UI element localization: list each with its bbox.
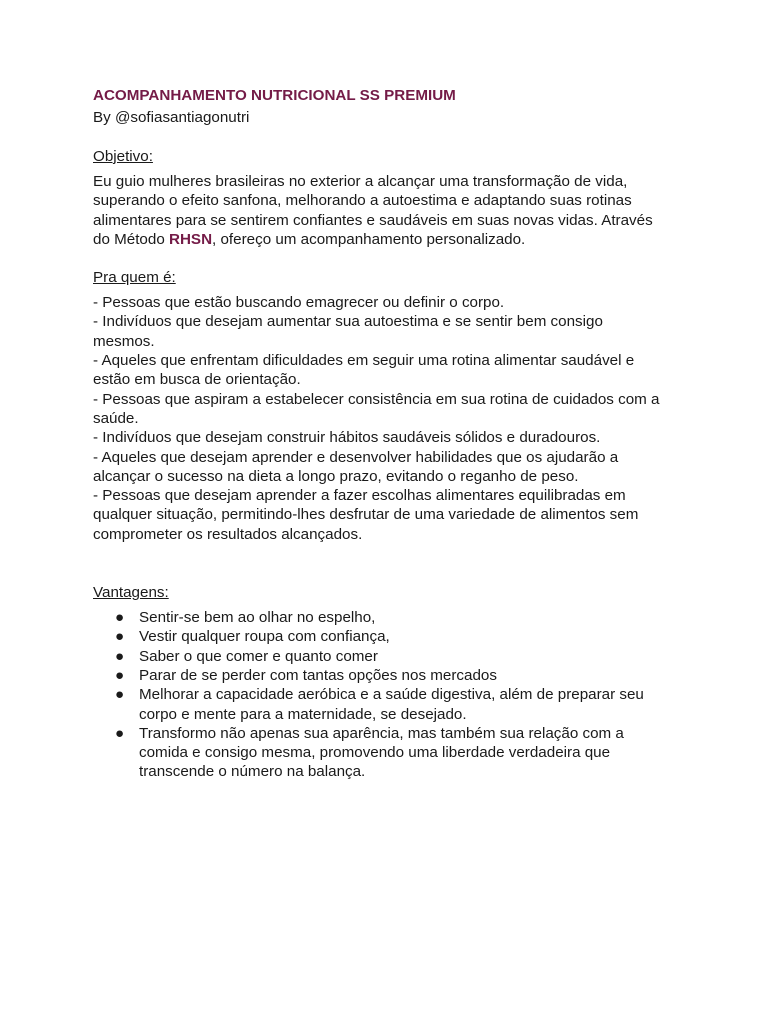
advantages-list xyxy=(93,608,683,782)
advantage-item xyxy=(93,685,683,724)
audience-line: - Pessoas que estão buscando emagrecer ou definir o corpo. xyxy=(93,294,505,312)
advantage-line: transcende o número na balança. xyxy=(139,763,366,781)
document-title: ACOMPANHAMENTO NUTRICIONAL SS PREMIUM xyxy=(93,87,456,104)
document-page xyxy=(93,86,683,782)
bullet-icon: ● xyxy=(115,724,125,742)
objective-heading: Objetivo: xyxy=(93,148,153,165)
advantage-line: corpo e mente para a maternidade, se desejado. xyxy=(139,705,467,723)
author-byline: By @sofiasantiagonutri xyxy=(93,109,250,126)
audience-line: - Aqueles que desejam aprender e desenvolver habilidades que os ajudarão a xyxy=(93,448,619,466)
audience-line: estão em busca de orientação. xyxy=(93,371,301,389)
method-brand-name: RHSN xyxy=(169,230,213,248)
audience-line: saúde. xyxy=(93,409,139,427)
objective-line: alimentares para se sentirem confiantes e saudáveis em suas novas vidas. Através xyxy=(93,211,653,229)
advantage-line: Melhorar a capacidade aeróbica e a saúde digestiva, além de preparar seu xyxy=(139,686,644,704)
audience-line: mesmos. xyxy=(93,332,155,350)
advantage-item xyxy=(93,724,683,782)
bullet-icon: ● xyxy=(115,609,125,627)
audience-line: comprometer os resultados alcançados. xyxy=(93,525,363,543)
objective-line: superando o efeito sanfona, melhorando a autoestima e adaptando suas rotinas xyxy=(93,192,632,210)
advantage-item xyxy=(93,647,683,666)
advantage-item xyxy=(93,627,683,646)
advantages-heading: Vantagens: xyxy=(93,584,169,602)
bullet-icon: ● xyxy=(115,628,125,646)
audience-line: - Pessoas que aspiram a estabelecer consistência em sua rotina de cuidados com a xyxy=(93,390,660,408)
objective-line: Eu guio mulheres brasileiras no exterior a alcançar uma transformação de vida, xyxy=(93,173,628,190)
advantage-item xyxy=(93,608,683,627)
audience-line: alcançar o sucesso na dieta a longo prazo, evitando o reganho de peso. xyxy=(93,467,579,485)
bullet-icon: ● xyxy=(115,686,125,704)
bullet-icon: ● xyxy=(115,647,125,665)
objective-last-line xyxy=(93,230,683,249)
bullet-icon: ● xyxy=(115,666,125,684)
advantage-line: Saber o que comer e quanto comer xyxy=(139,647,378,665)
audience-line: - Indivíduos que desejam construir hábitos saudáveis sólidos e duradouros. xyxy=(93,429,601,447)
advantage-item xyxy=(93,666,683,685)
audience-list xyxy=(93,293,683,544)
audience-line: qualquer situação, permitindo-lhes desfrutar de uma variedade de alimentos sem xyxy=(93,506,639,524)
advantage-line: Sentir-se bem ao olhar no espelho, xyxy=(139,609,376,627)
audience-heading: Pra quem é: xyxy=(93,269,176,287)
advantage-line: Parar de se perder com tantas opções nos mercados xyxy=(139,666,497,684)
objective-paragraph xyxy=(93,172,683,249)
advantage-line: Vestir qualquer roupa com confiança, xyxy=(139,628,390,646)
audience-line: - Pessoas que desejam aprender a fazer escolhas alimentares equilibradas em xyxy=(93,487,626,505)
audience-line: - Indivíduos que desejam aumentar sua autoestima e se sentir bem consigo xyxy=(93,313,603,331)
objective-line-suffix: , ofereço um acompanhamento personalizado. xyxy=(212,230,526,248)
advantage-line: comida e consigo mesma, promovendo uma liberdade verdadeira que xyxy=(139,744,611,762)
advantage-line: Transformo não apenas sua aparência, mas também sua relação com a xyxy=(139,724,624,742)
objective-line-prefix: do Método xyxy=(93,230,169,248)
audience-line: - Aqueles que enfrentam dificuldades em seguir uma rotina alimentar saudável e xyxy=(93,352,635,370)
